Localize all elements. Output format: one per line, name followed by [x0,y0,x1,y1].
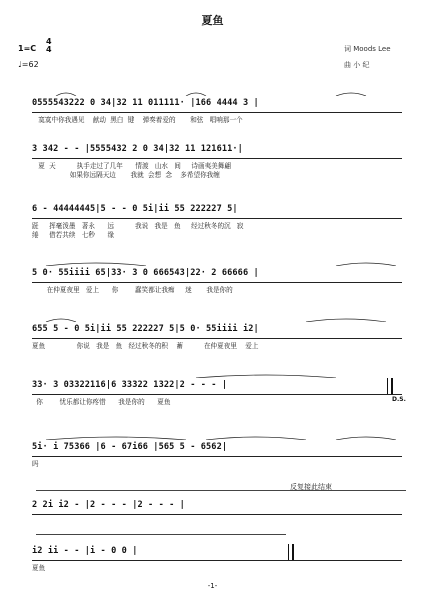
final-barline [288,544,294,560]
quarter-note-icon: ♩ [18,60,22,69]
lyricist-credit: 词 Moods Lee [344,45,391,53]
lyric-line: 夏鱼 [32,564,46,572]
lyric-line: 吗 [32,460,39,468]
lyric-line: 夏 天 执手走过了几年 情渡 山水 间 诗画夷美舞翩 [32,162,231,170]
notation-line: 33· 3 03322116|6 33322 1322|2 - - - | [32,380,228,390]
time-signature: 4 4 [46,37,52,54]
notation-line: i2 ii - - |i - 0 0 | [32,546,138,556]
lyric-line: 绻 借若共续 七秒 缘 [32,231,115,239]
notation-line: 5 0· 55iiii 65|33· 3 0 666543|22· 2 66666 | [32,268,259,278]
beam-line [32,454,402,457]
lyric-line: 夏鱼 你说 我是 鱼 经过秋冬的积 蓄 在仲夏夜里 爱上 [32,342,259,350]
beam-line [32,336,402,339]
beam-line [32,216,402,219]
notation-line: 3 342 - - |5555432 2 0 34|32 11 121611·| [32,144,243,154]
volta-line [36,490,406,491]
song-title: 夏鱼 [201,14,224,27]
composer-credit: 曲 小 纪 [344,61,370,69]
notation-line: 0555543222 0 34|32 11 011111· |166 4444 3 | [32,98,259,108]
repeat-instruction: 反复接此结束 [290,483,332,491]
beam-line [32,280,402,283]
beam-line [32,392,402,395]
beam-line [32,512,402,515]
notation-line: 5i· i 75366 |6 - 67i66 |565 5 - 6562| [32,442,228,452]
lyric-line: 跹 挥毫泼墨 著永 远 我说 我是 鱼 经过秋冬的沉 寂 [32,222,244,230]
volta-line-2 [36,534,286,535]
repeat-barline [387,378,393,394]
key-signature: 1=C [18,44,37,53]
beam-line [32,558,402,561]
notation-line: 655 5 - 0 5i|ii 55 222227 5|5 0· 55iiii i2| [32,324,259,334]
beam-line [32,110,402,113]
lyric-line: 寞寞中你我遇见 献动 黑白 键 弹奏着爱的 和弦 唱响那一个 [32,116,243,124]
ds-mark: D.S. [392,396,406,403]
lyric-line: 如果你远隔天边 我就 会想 念 多希望你我缠 [32,171,220,179]
notation-line: 6 - 44444445|5 - - 0 5i|ii 55 222227 5| [32,204,238,214]
notation-line: 2 2i i2 - |2 - - - |2 - - - | [32,500,185,510]
page-number: -1- [207,582,218,590]
beam-line [32,156,402,159]
lyric-line: 你 忧乐都让你疼惜 我是你的 夏鱼 [32,398,171,406]
lyric-line: 在仲夏夜里 爱上 你 蠢笑都让我痴 迷 我是你的 [32,286,233,294]
tempo-mark: ♩=62 [18,60,39,69]
